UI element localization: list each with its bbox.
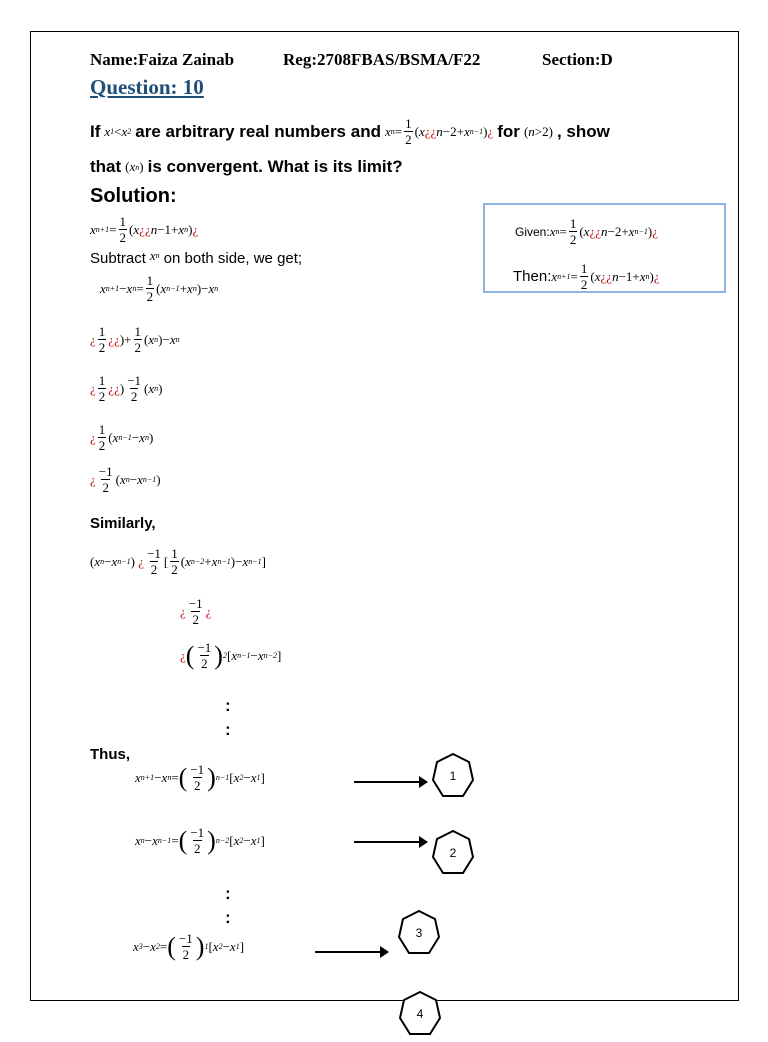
subtract-line — [90, 247, 303, 267]
equation-xn1: x n+1 = $\frac{1}{2}$ ( x ¿ ¿ n −1+ x n ) ¿ — [90, 214, 199, 245]
given-label: Given: — [515, 224, 550, 239]
equation-step-3: ¿ $\frac{1}{2}$ ( x n−1 − x n ) — [90, 422, 154, 453]
arrow-to-marker-3 — [315, 951, 387, 953]
question-title: Question: 10 — [90, 75, 204, 99]
marker-4: 4 — [398, 990, 442, 1042]
equation-step-4: ¿ $\frac{-1}{2}$ ( x n − x n−1 ) — [90, 464, 161, 495]
equation-step-1: ¿ $\frac{1}{2}$ ¿ ¿ )+ $\frac{1}{2}$ ( x n )− x n — [90, 324, 180, 355]
question-if: If — [90, 121, 101, 141]
solution-heading: Solution: — [90, 185, 177, 207]
question-mid-1: are arbitrary real numbers and — [135, 121, 381, 141]
question-mid-2: for — [497, 121, 520, 141]
then-equation: x n+1 = $\frac{1}{2}$ ( x ¿ ¿ n −1+ x n ) ¿ — [551, 261, 660, 292]
question-that: that — [90, 157, 122, 176]
arrow-to-marker-2 — [354, 841, 426, 843]
math-x1-lt-x2: x 1 < x 2 — [104, 123, 132, 139]
given-equation: x n = $\frac{1}{2}$ ( x ¿ ¿ n −2+ x n−1 ) ¿ — [549, 216, 658, 247]
subtract-text-1: Subtract — [90, 250, 146, 267]
math-xn: x n — [149, 247, 160, 263]
similarly-label: Similarly, — [90, 515, 156, 532]
equation-similarly-3: ¿ ( $\frac{-1}{2}$ ) 2 [ x n−1 − x n−2 ] — [180, 640, 282, 671]
given-line — [515, 217, 658, 246]
math-xn-seq: ( x n ) — [125, 159, 144, 174]
section-label: Section:D — [542, 50, 613, 69]
vdots-2a: : — [225, 884, 231, 903]
vdots-1b: : — [225, 720, 231, 739]
question-show: , show — [556, 121, 610, 141]
equation-step-2: ¿ $\frac{1}{2}$ ¿ ¿ ) $\frac{-1}{2}$ ( x n ) — [90, 373, 163, 404]
equation-similarly-1: ( x n − x n−1 ) ¿ $\frac{-1}{2}$ [ $\frac{1}{2}$ ( x n−2 + x n−1 )− x n−1 ] — [90, 546, 266, 577]
equation-difference: x n+1 − x n = $\frac{1}{2}$ ( x n−1 + x n )− x n — [100, 273, 219, 304]
subtract-text-2: on both side, we get; — [163, 250, 303, 267]
question-line-2 — [90, 157, 403, 177]
equation-thus-2: x n − x n−1 = ( $\frac{-1}{2}$ ) n−2 [ x 2 − x 1 ] — [135, 825, 265, 856]
then-line — [513, 262, 660, 291]
question-convergent: is convergent. What is its limit? — [147, 157, 403, 176]
vdots-1a: : — [225, 696, 231, 715]
vdots-2b: : — [225, 908, 231, 927]
thus-label: Thus, — [90, 746, 130, 763]
marker-3: 3 — [397, 909, 441, 961]
registration-number: Reg:2708FBAS/BSMA/F22 — [283, 50, 481, 69]
math-recurrence-given: x n = $\frac{1}{2}$ ( x ¿ ¿ n −2+ x n−1 ) ¿ — [384, 116, 494, 147]
math-n-gt-2: ( n >2) — [523, 123, 553, 139]
equation-thus-1: x n+1 − x n = ( $\frac{-1}{2}$ ) n−1 [ x 2 − x 1 ] — [135, 762, 265, 793]
arrow-to-marker-1 — [354, 781, 426, 783]
given-box — [483, 203, 726, 293]
question-line-1 — [90, 117, 610, 146]
equation-similarly-2: ¿ $\frac{-1}{2}$ ¿ — [180, 596, 212, 627]
marker-2: 2 — [431, 829, 475, 881]
marker-1: 1 — [431, 752, 475, 804]
then-label: Then: — [513, 268, 552, 285]
student-name: Name:Faiza Zainab — [90, 50, 235, 69]
equation-thus-3: x 3 − x 2 = ( $\frac{-1}{2}$ ) 1 [ x 2 − x 1 ] — [133, 931, 245, 962]
